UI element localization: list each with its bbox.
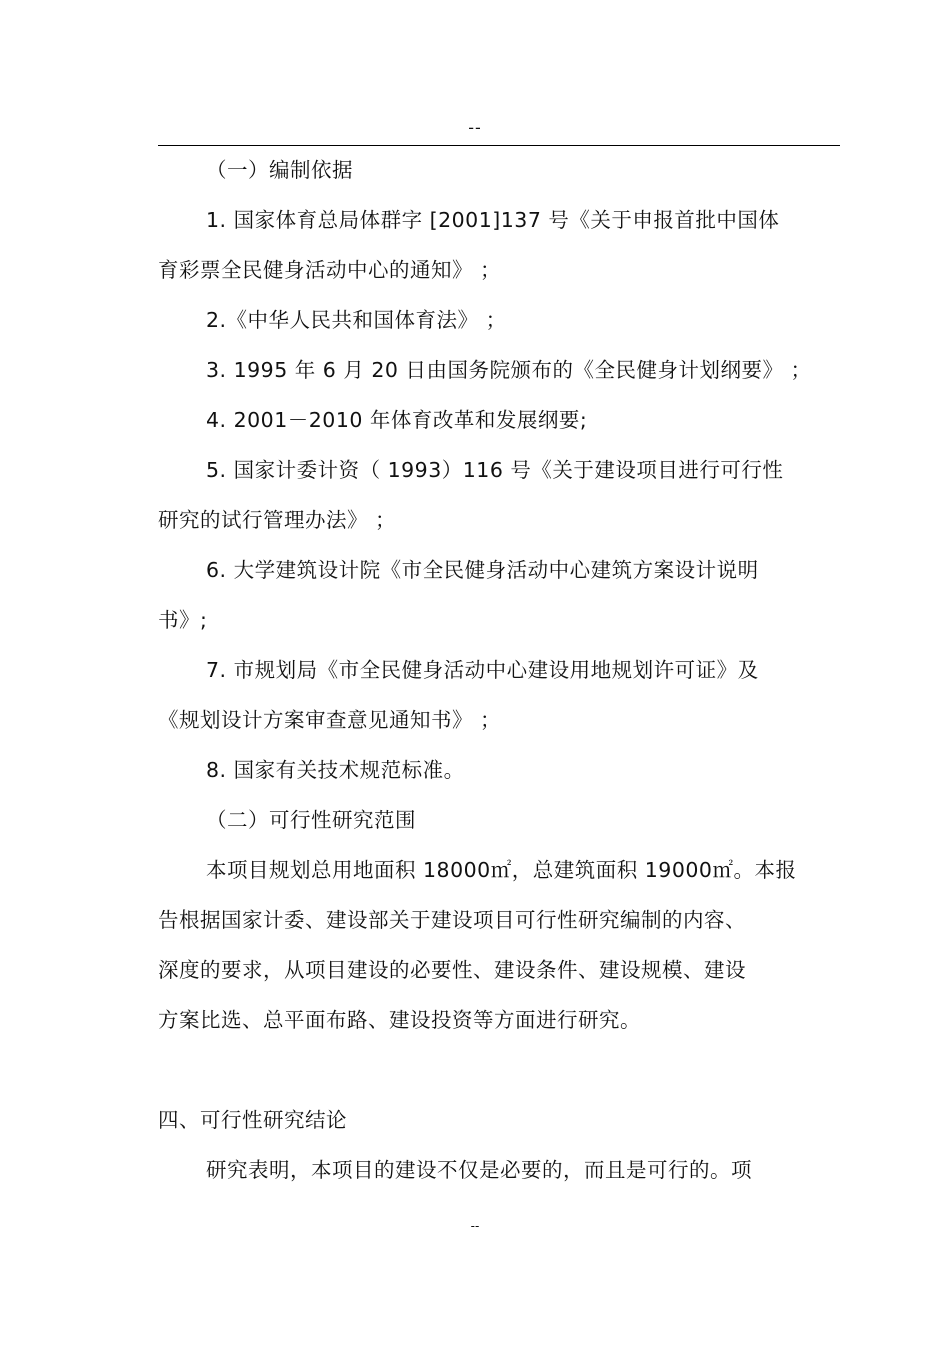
basis-item-1: 1. 国家体育总局体群字 [2001]137 号《关于申报首批中国体 xyxy=(206,208,780,232)
basis-item-1-cont: 育彩票全民健身活动中心的通知》 ； xyxy=(158,258,502,282)
conclusion-paragraph-line-1: 研究表明，本项目的建设不仅是必要的，而且是可行的。项 xyxy=(206,1158,752,1182)
scope-paragraph-line-1: 本项目规划总用地面积 18000㎡，总建筑面积 19000㎡。本报 xyxy=(206,858,797,882)
section-heading-scope: （二）可行性研究范围 xyxy=(206,808,416,832)
page-footer-mark: -- xyxy=(470,1219,480,1233)
header-rule xyxy=(158,145,840,146)
scope-paragraph-line-3: 深度的要求，从项目建设的必要性、建设条件、建设规模、建设 xyxy=(158,958,746,982)
basis-item-6-cont: 书》; xyxy=(158,608,208,632)
basis-item-5-cont: 研究的试行管理办法》 ； xyxy=(158,508,397,532)
section-heading-conclusion: 四、可行性研究结论 xyxy=(158,1108,347,1132)
basis-item-7: 7. 市规划局《市全民健身活动中心建设用地规划许可证》及 xyxy=(206,658,759,682)
basis-item-3: 3. 1995 年 6 月 20 日由国务院颁布的《全民健身计划纲要》 ； xyxy=(206,358,812,382)
basis-item-2: 2.《中华人民共和国体育法》 ； xyxy=(206,308,507,332)
section-heading-basis: （一）编制依据 xyxy=(206,158,353,182)
scope-paragraph-line-2: 告根据国家计委、建设部关于建设项目可行性研究编制的内容、 xyxy=(158,908,746,932)
page-header-mark: -- xyxy=(468,118,482,137)
basis-item-4: 4. 2001－2010 年体育改革和发展纲要; xyxy=(206,408,588,432)
basis-item-5: 5. 国家计委计资（ 1993）116 号《关于建设项目进行可行性 xyxy=(206,458,784,482)
basis-item-8: 8. 国家有关技术规范标准。 xyxy=(206,758,465,782)
scope-paragraph-line-4: 方案比选、总平面布路、建设投资等方面进行研究。 xyxy=(158,1008,641,1032)
basis-item-7-cont: 《规划设计方案审查意见通知书》 ； xyxy=(158,708,502,732)
basis-item-6: 6. 大学建筑设计院《市全民健身活动中心建筑方案设计说明 xyxy=(206,558,759,582)
